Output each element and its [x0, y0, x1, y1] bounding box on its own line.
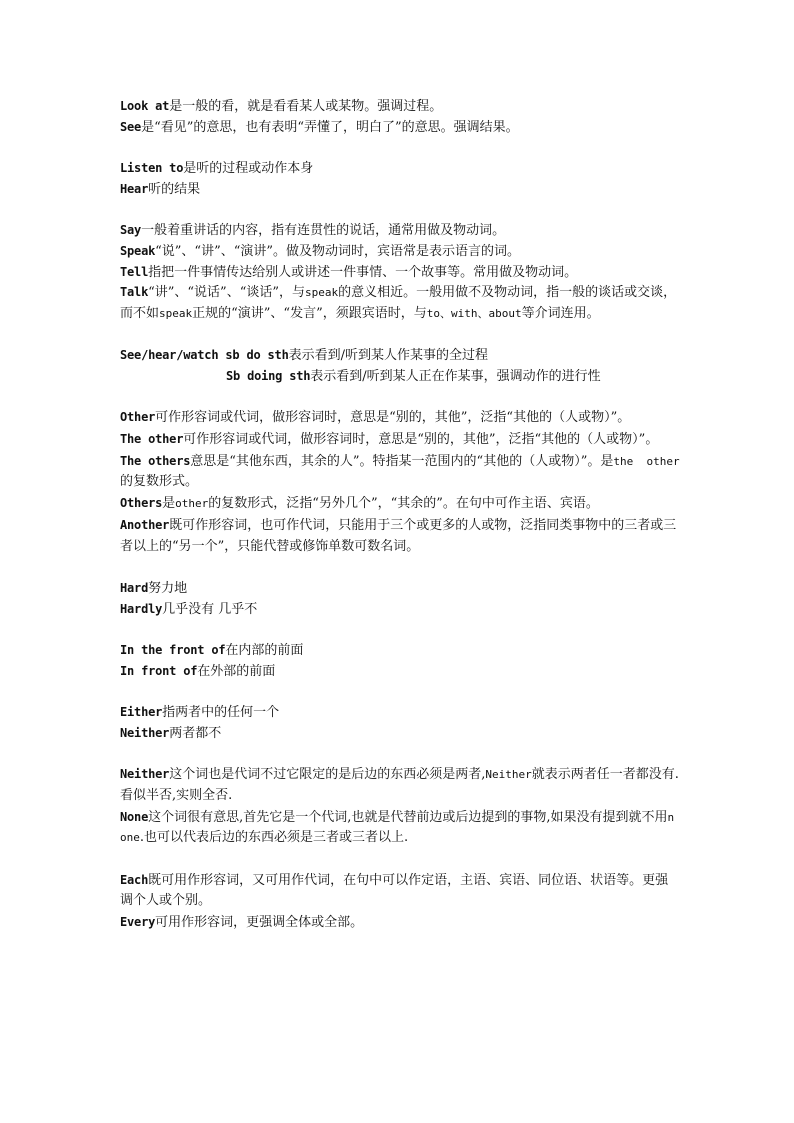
entry-see-hear-watch	[120, 345, 680, 366]
term-in-front-of: In front of	[120, 663, 198, 678]
entry-in-front-of	[120, 661, 680, 682]
definition-none-part-1: 这个词很有意思,首先它是一个代词,也就是代替前边或后边提到的事物,如果没有提到就不用	[148, 809, 668, 825]
definition-say: 一般着重讲话的内容，指有连贯性的说话，通常用做及物动词。	[141, 223, 506, 239]
definition-the-other: 可作形容词或代词，做形容词时，意思是“别的，其他”，泛指“其他的（人或物）”。	[183, 432, 659, 448]
definition-listen-to: 是听的过程或动作本身	[183, 161, 314, 177]
entry-neither	[120, 723, 680, 744]
blank-line	[120, 557, 680, 578]
entry-look-at	[120, 96, 680, 117]
definition-talk-part-3: 正规的“演讲”、“发言”，须跟宾语时，与	[192, 305, 427, 321]
document-page	[120, 96, 680, 933]
entry-in-the-front-of	[120, 640, 680, 661]
definition-hear: 听的结果	[148, 181, 201, 197]
inline-word-speak: speak	[305, 286, 339, 300]
inline-word-prepositions: to、with、about	[426, 306, 522, 320]
definition-other: 可作形容词或代词，做形容词时，意思是“别的，其他”，泛指“其他的（人或物）”。	[155, 410, 631, 426]
term-others: Others	[120, 496, 163, 511]
entry-the-others	[120, 451, 680, 493]
term-each: Each	[120, 872, 149, 887]
entry-hear	[120, 179, 680, 200]
entry-none	[120, 807, 680, 849]
entry-either	[120, 702, 680, 723]
definition-every: 可用作形容词，更强调全体或全部。	[155, 915, 364, 931]
blank-line	[120, 681, 680, 702]
entry-talk	[120, 282, 680, 324]
inline-word-speak: speak	[159, 306, 193, 320]
blank-line	[120, 325, 680, 346]
entry-sb-doing-sth	[120, 366, 680, 387]
entry-other	[120, 407, 680, 429]
inline-word-none: none	[120, 810, 675, 845]
blank-line	[120, 387, 680, 408]
definition-either: 指两者中的任何一个	[162, 705, 280, 721]
term-other: Other	[120, 410, 156, 425]
term-another: Another	[120, 517, 170, 532]
blank-line	[120, 619, 680, 640]
entry-say	[120, 220, 680, 241]
definition-see-hear-watch: 表示看到/听到某人作某事的全过程	[288, 348, 488, 364]
term-sb-doing-sth: Sb doing sth	[226, 368, 311, 383]
term-every: Every	[120, 915, 156, 930]
definition-look-at: 是一般的看，就是看看某人或某物。强调过程。	[169, 99, 443, 114]
blank-line	[120, 849, 680, 870]
definition-in-front-of: 在外部的前面	[197, 663, 276, 679]
term-none: None	[120, 809, 149, 824]
entry-tell	[120, 262, 680, 283]
entry-another	[120, 515, 680, 557]
blank-line	[120, 137, 680, 158]
definition-talk-part-4: 等介词连用。	[521, 305, 600, 321]
definition-hardly: 几乎没有 几乎不	[162, 601, 258, 617]
definition-see: 是“看见”的意思，也有表明“弄懂了，明白了”的意思。强调结果。	[141, 119, 519, 135]
entry-speak	[120, 241, 680, 262]
term-speak: Speak	[120, 243, 156, 258]
term-see: See	[120, 119, 142, 134]
definition-the-others: 意思是“其他东西，其余的人”。特指某一范围内的“其他的（人或物）”。是	[190, 453, 614, 469]
entry-the-other	[120, 429, 680, 451]
inline-word-the-other: the other	[613, 454, 680, 468]
definition-others-part-2: 的复数形式，泛指“另外几个”，“其余的”。在句中可作主语、宾语。	[208, 496, 599, 512]
entry-each	[120, 870, 680, 912]
term-either: Either	[120, 705, 163, 720]
definition-hard: 努力地	[148, 580, 188, 596]
term-listen-to: Listen to	[120, 161, 184, 176]
definition-neither-detail-part-2: 就表示两者任一者都没有.看似半否,实则全否.	[120, 767, 679, 803]
term-the-other: The other	[120, 432, 184, 447]
definition-others-part-1: 是	[162, 496, 176, 512]
definition-talk-part-1: “讲”、“说话”、“谈话”，与	[148, 285, 305, 301]
term-hard: Hard	[120, 580, 149, 595]
term-say: Say	[120, 223, 142, 238]
term-look-at: Look at	[120, 99, 170, 113]
definition-none-part-2: .也可以代表后边的东西必须是三者或三者以上.	[139, 830, 409, 846]
term-the-others: The others	[120, 453, 191, 468]
entry-neither-detail	[120, 764, 680, 806]
term-see-hear-watch: See/hear/watch sb do sth	[120, 348, 289, 363]
definition-another: 既可作形容词，也可作代词，只能用于三个或更多的人或物，泛指同类事物中的三者或三者以上的“另一个”，只能代替或修饰单数可数名词。	[120, 517, 677, 554]
entry-hard	[120, 578, 680, 599]
blank-line	[120, 743, 680, 764]
term-tell: Tell	[120, 264, 149, 279]
term-neither-detail: Neither	[120, 767, 170, 782]
entry-every	[120, 912, 680, 933]
definition-sb-doing-sth: 表示看到/听到某人正在作某事，强调动作的进行性	[310, 368, 601, 384]
term-hear: Hear	[120, 181, 149, 196]
definition-neither-detail-part-1: 这个词也是代词不过它限定的是后边的东西必须是两者,	[169, 767, 486, 783]
definition-each: 既可用作形容词，又可用作代词，在句中可以作定语，主语、宾语、同位语、状语等。更强调个人或个别。	[120, 872, 669, 909]
entry-listen-to	[120, 158, 680, 179]
definition-speak: “说”、“讲”、“演讲”。做及物动词时，宾语常是表示语言的词。	[155, 243, 521, 259]
definition-neither: 两者都不	[169, 725, 222, 741]
entry-see	[120, 117, 680, 138]
entry-hardly	[120, 599, 680, 620]
inline-word-other: other	[175, 497, 209, 511]
blank-line	[120, 199, 680, 220]
term-talk: Talk	[120, 285, 149, 300]
inline-word-neither: Neither	[485, 768, 532, 782]
definition-in-the-front-of: 在内部的前面	[225, 643, 304, 659]
term-in-the-front-of: In the front of	[120, 643, 226, 658]
term-hardly: Hardly	[120, 601, 163, 616]
definition-the-others-part-2: 的复数形式。	[120, 474, 199, 490]
definition-talk-part-2: 的意义相近。一般用做不及物动词，指一般的谈话或交谈，而不如	[120, 285, 677, 321]
entry-others	[120, 493, 680, 515]
definition-tell: 指把一件事情传达给别人或讲述一件事情、一个故事等。常用做及物动词。	[148, 264, 578, 280]
term-neither: Neither	[120, 725, 170, 740]
